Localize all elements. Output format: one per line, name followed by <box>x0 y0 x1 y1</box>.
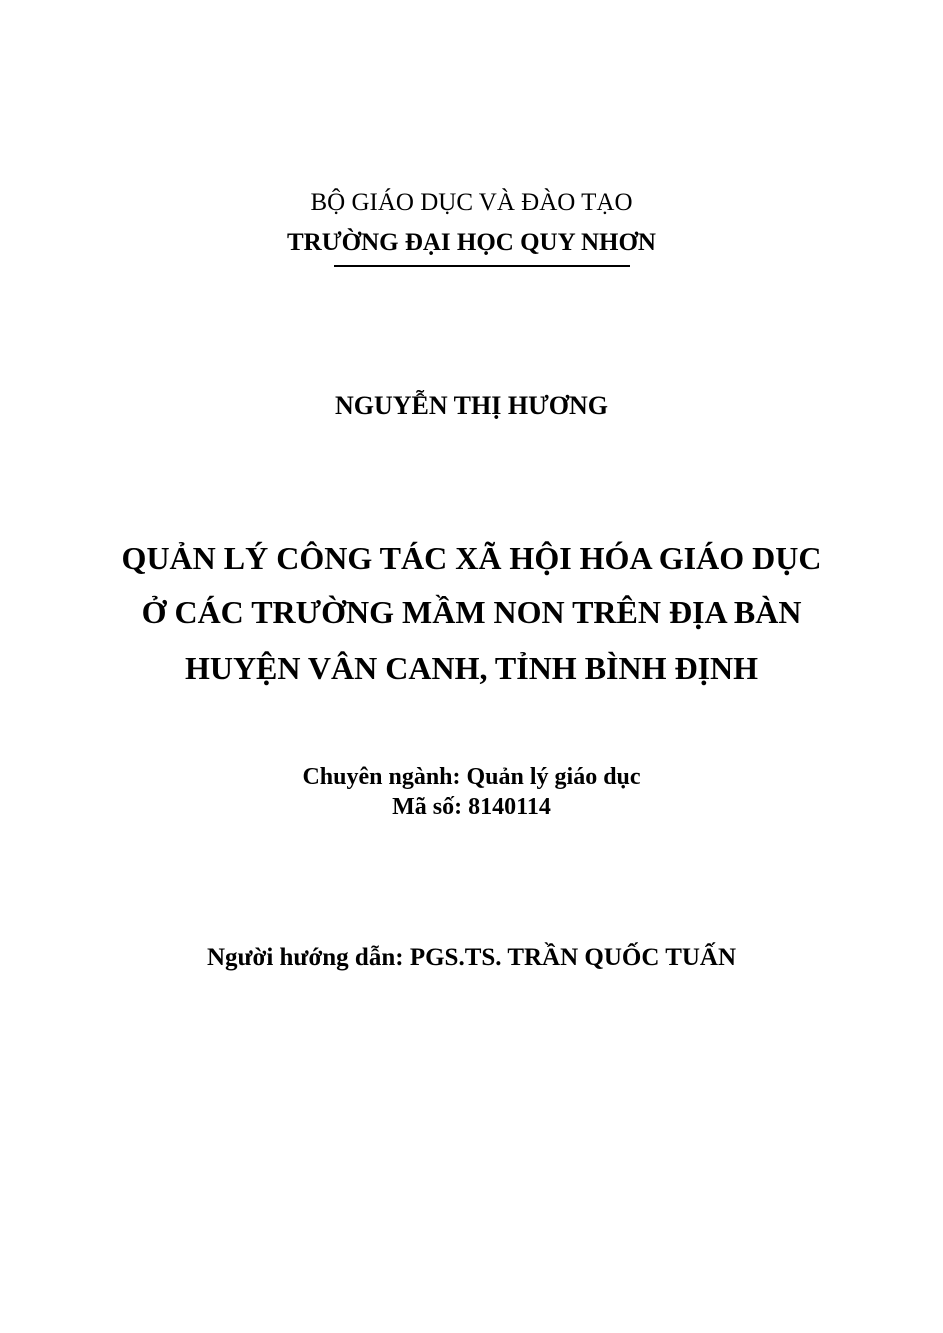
university-name: TRƯỜNG ĐẠI HỌC QUY NHƠN <box>287 229 656 256</box>
thesis-title-line-3: HUYỆN VÂN CANH, TỈNH BÌNH ĐỊNH <box>184 650 759 686</box>
program-code: Mã số: 8140114 <box>392 794 551 820</box>
header-divider <box>334 265 630 267</box>
author-name: NGUYỄN THỊ HƯƠNG <box>334 391 609 420</box>
thesis-title-line-1: QUẢN LÝ CÔNG TÁC XÃ HỘI HÓA GIÁO DỤC <box>121 540 822 576</box>
major-label: Chuyên ngành: Quản lý giáo dục <box>302 764 641 790</box>
thesis-title-line-2: Ở CÁC TRƯỜNG MẦM NON TRÊN ĐỊA BÀN <box>141 594 802 630</box>
ministry-name: BỘ GIÁO DỤC VÀ ĐÀO TẠO <box>310 189 633 216</box>
advisor-label: Người hướng dẫn: PGS.TS. TRẦN QUỐC TUẤN <box>206 944 737 971</box>
